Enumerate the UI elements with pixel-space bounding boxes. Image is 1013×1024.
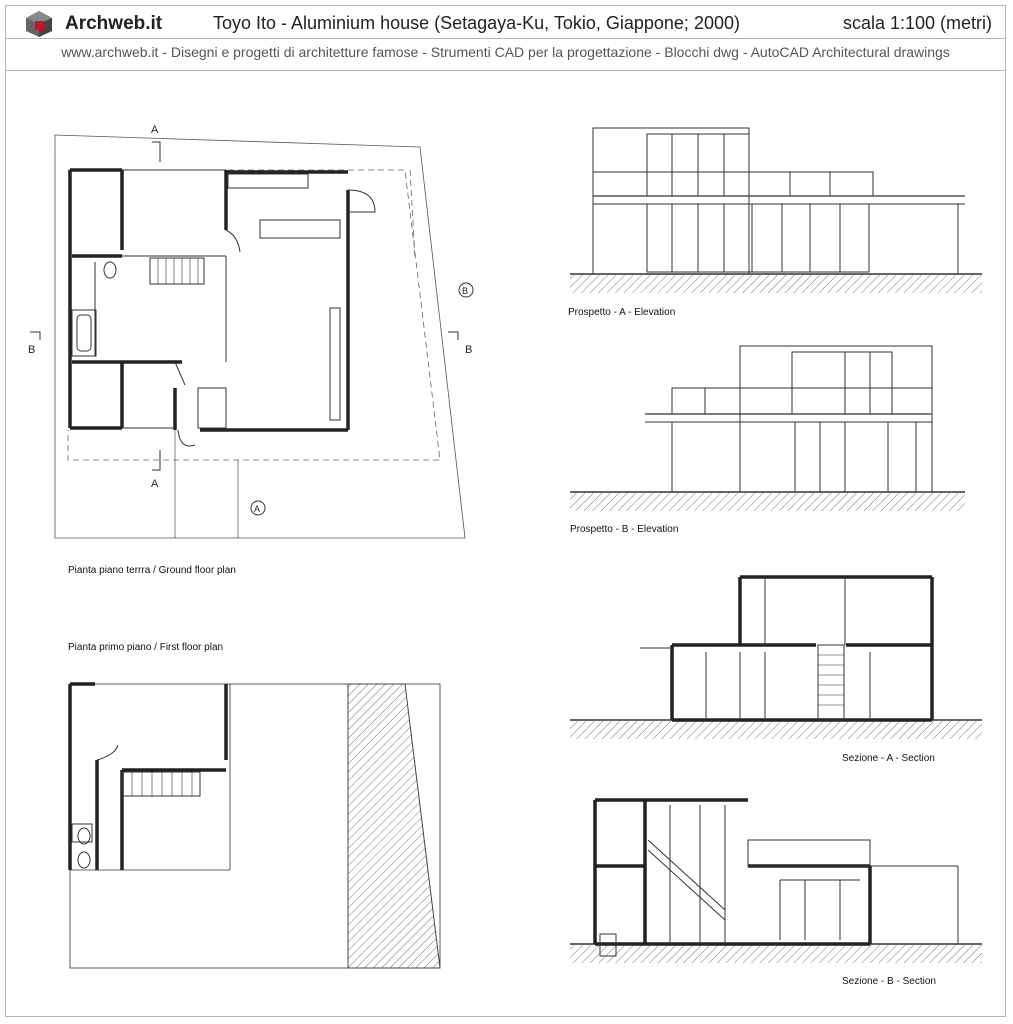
section-b <box>570 800 982 963</box>
caption-elevation-a: Prospetto - A - Elevation <box>568 307 676 318</box>
drawing-title: Toyo Ito - Aluminium house (Setagaya-Ku, Tokio, Giappone; 2000) <box>213 13 740 33</box>
caption-section-a: Sezione - A - Section <box>842 753 935 764</box>
site-tagline: www.archweb.it - Disegni e progetti di architetture famose - Strumenti CAD per la progettazione - Blocchi dwg - AutoCAD Architectural drawings <box>61 44 950 60</box>
caption-ground-floor-plan: Pianta piano terrra / Ground floor plan <box>68 565 236 576</box>
elevation-marker-a: A <box>254 504 261 514</box>
elevation-a <box>570 128 982 293</box>
brand-name[interactable]: Archweb.it <box>65 13 163 34</box>
section-marker-a-top: A <box>151 124 159 136</box>
caption-first-floor-plan: Pianta primo piano / First floor plan <box>68 642 224 653</box>
section-marker-b-right: B <box>465 344 473 356</box>
section-marker-b-left: B <box>28 344 36 356</box>
caption-elevation-b: Prospetto - B - Elevation <box>570 524 679 535</box>
ground-floor-plan <box>30 135 473 538</box>
drawing-scale: scala 1:100 (metri) <box>842 13 992 33</box>
elevation-b <box>570 346 965 511</box>
section-marker-a-bottom: A <box>151 478 159 490</box>
first-floor-plan <box>70 684 440 968</box>
caption-section-b: Sezione - B - Section <box>842 976 936 987</box>
section-a <box>570 577 982 739</box>
elevation-marker-b: B <box>462 286 469 296</box>
